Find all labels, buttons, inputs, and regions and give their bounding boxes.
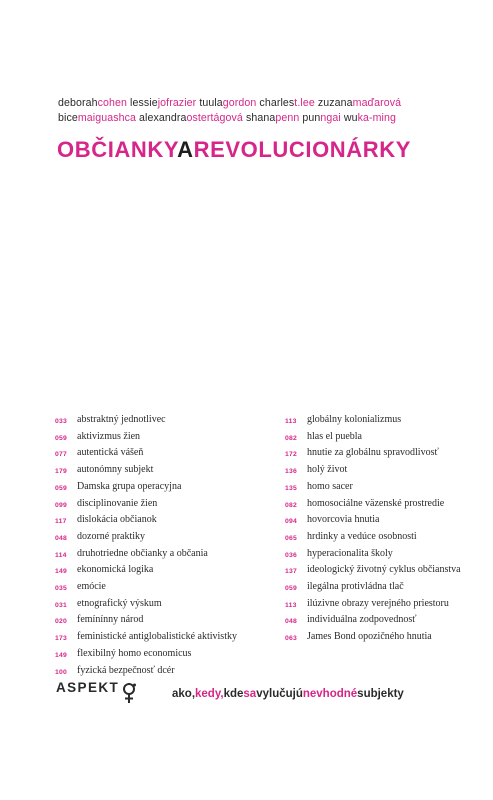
author-segment: alexandra xyxy=(135,112,187,124)
index-page-number: 059 xyxy=(285,585,297,593)
index-page-number: 048 xyxy=(285,618,297,626)
tagline-segment: kde xyxy=(223,688,244,700)
index-entry xyxy=(55,631,260,645)
book-title xyxy=(57,137,411,163)
author-segment: ngai xyxy=(320,112,341,124)
author-segment: maďarová xyxy=(352,97,402,109)
index-term: ideologický životný cyklus občianstva xyxy=(307,564,461,576)
index-page-number: 113 xyxy=(285,601,297,609)
index-page-number: 100 xyxy=(55,668,67,676)
title-segment: OBČIANKY xyxy=(57,137,178,162)
index-term: homosociálne väzenské prostredie xyxy=(307,497,445,509)
author-segment: ostertágová xyxy=(186,112,243,124)
index-entry xyxy=(285,414,485,428)
index-entry xyxy=(55,414,260,428)
index-entry xyxy=(55,431,260,445)
index-term: disciplinovanie žien xyxy=(77,497,158,509)
index-page-number: 020 xyxy=(55,618,67,626)
title-segment: A xyxy=(177,137,194,162)
index-entry xyxy=(55,548,260,562)
publisher-logo xyxy=(56,680,137,709)
index-page-number: 077 xyxy=(55,451,67,459)
index-page-number: 099 xyxy=(55,501,67,509)
index-term: globálny kolonializmus xyxy=(307,414,402,425)
index-entry xyxy=(285,548,485,562)
index-page-number: 082 xyxy=(285,501,297,509)
index-term: ilúzivne obrazy verejného priestoru xyxy=(307,597,449,609)
index-term: James Bond opozičného hnutia xyxy=(307,631,432,643)
index-term: hrdinky a vedúce osobnosti xyxy=(307,530,417,542)
author-segment: charles xyxy=(256,97,295,109)
index-page-number: 059 xyxy=(55,434,67,442)
index-page-number: 082 xyxy=(285,434,297,442)
index-term: hyperacionalita školy xyxy=(307,547,393,559)
index-term: feministické antiglobalistické aktivistky xyxy=(77,631,237,643)
index-term: Damska grupa operacyjna xyxy=(77,480,182,492)
female-symbol-icon xyxy=(121,682,137,709)
tagline-segment: ako, xyxy=(172,688,196,700)
author-segment: t.lee xyxy=(294,97,315,109)
index-term: hlas el puebla xyxy=(307,430,362,442)
index-page-number: 135 xyxy=(285,484,297,492)
index-page-number: 117 xyxy=(55,518,67,526)
author-line-1 xyxy=(58,96,478,111)
index-page-number: 063 xyxy=(285,635,297,643)
index-term: etnografický výskum xyxy=(77,597,162,609)
index-entry xyxy=(285,514,485,528)
author-segment: tuula xyxy=(196,97,223,109)
index-entry xyxy=(285,447,485,461)
index-page-number: 136 xyxy=(285,468,297,476)
index-entry xyxy=(285,564,485,578)
index-term: abstraktný jednotlivec xyxy=(77,414,166,425)
index-page-number: 173 xyxy=(55,635,67,643)
index-entry xyxy=(55,481,260,495)
index-entry xyxy=(55,464,260,478)
author-segment: maiguashca xyxy=(77,112,136,124)
author-segment: lessie xyxy=(126,97,158,109)
index-term: femínínny národ xyxy=(77,614,144,626)
author-segment: pun xyxy=(299,112,321,124)
index-term: hnutie za globálnu spravodlivosť xyxy=(307,447,439,459)
index-entry xyxy=(285,531,485,545)
index-entry xyxy=(55,564,260,578)
index-entry xyxy=(55,498,260,512)
index-page-number: 033 xyxy=(55,418,67,425)
tagline-segment: vylučujú xyxy=(256,688,303,700)
index-page-number: 137 xyxy=(285,568,297,576)
index-term: druhotriedne občianky a občania xyxy=(77,547,208,559)
author-segment: bice xyxy=(58,112,78,124)
publisher-name: ASPEKT xyxy=(56,680,120,695)
index-term: dozorné praktiky xyxy=(77,530,146,542)
author-segment: gordon xyxy=(222,97,257,109)
index-page-number: 114 xyxy=(55,551,67,559)
index-page-number: 113 xyxy=(285,418,297,425)
author-segment: deborah xyxy=(58,97,98,109)
index-entry xyxy=(55,514,260,528)
index-term: individuálna zodpovednosť xyxy=(307,614,417,626)
index-page-number: 172 xyxy=(285,451,297,459)
index-term: hovorcovia hnutia xyxy=(307,514,380,526)
index-term: autentická vášeň xyxy=(77,447,144,459)
title-segment: REVOLUCIONÁRKY xyxy=(193,137,412,162)
index-entry xyxy=(55,665,260,679)
index-entry xyxy=(285,498,485,512)
author-segment: wu xyxy=(340,112,358,124)
author-list xyxy=(58,96,478,126)
index-entry xyxy=(285,614,485,628)
index-page-number: 149 xyxy=(55,568,67,576)
index-entry xyxy=(55,531,260,545)
index-column-right xyxy=(285,414,485,648)
author-segment: shana xyxy=(242,112,276,124)
tagline xyxy=(172,688,404,700)
index-entry xyxy=(285,581,485,595)
index-term: ekonomická logika xyxy=(77,564,154,576)
index-term: holý život xyxy=(307,464,348,476)
index-entry xyxy=(285,598,485,612)
index-term: flexibilný homo economicus xyxy=(77,647,192,659)
index-page-number: 031 xyxy=(55,601,67,609)
index-term: aktivizmus žien xyxy=(77,430,141,442)
tagline-segment: subjekty xyxy=(357,688,404,700)
index-term: autonómny subjekt xyxy=(77,464,154,476)
index-entry xyxy=(285,464,485,478)
index-entry xyxy=(55,447,260,461)
author-segment: jofrazier xyxy=(157,97,197,109)
index-entry xyxy=(55,598,260,612)
index-page-number: 036 xyxy=(285,551,297,559)
index-column-left xyxy=(55,414,260,681)
index-page-number: 065 xyxy=(285,534,297,542)
index-entry xyxy=(55,648,260,662)
index-entry xyxy=(285,481,485,495)
index-term: ilegálna protivládna tlač xyxy=(307,581,404,593)
index-entry xyxy=(55,581,260,595)
index-page-number: 179 xyxy=(55,468,67,476)
tagline-segment: sa xyxy=(243,688,257,700)
index-term: fyzická bezpečnosť dcér xyxy=(77,664,175,676)
index-term: emócie xyxy=(77,581,106,593)
author-segment: cohen xyxy=(97,97,127,109)
index-entry xyxy=(55,614,260,628)
index-entry xyxy=(285,631,485,645)
tagline-segment: nevhodné xyxy=(302,688,358,700)
index-page-number: 094 xyxy=(285,518,297,526)
index-entry xyxy=(285,431,485,445)
index-page-number: 035 xyxy=(55,585,67,593)
author-segment: penn xyxy=(275,112,300,124)
index-term: dislokácia občianok xyxy=(77,514,157,526)
author-segment: ka-ming xyxy=(357,112,396,124)
index-page-number: 149 xyxy=(55,651,67,659)
tagline-segment: kedy, xyxy=(195,688,224,700)
author-segment: zuzana xyxy=(314,97,353,109)
index-page-number: 048 xyxy=(55,534,67,542)
author-line-2 xyxy=(58,111,478,126)
index-term: homo sacer xyxy=(307,480,353,492)
index-page-number: 059 xyxy=(55,484,67,492)
